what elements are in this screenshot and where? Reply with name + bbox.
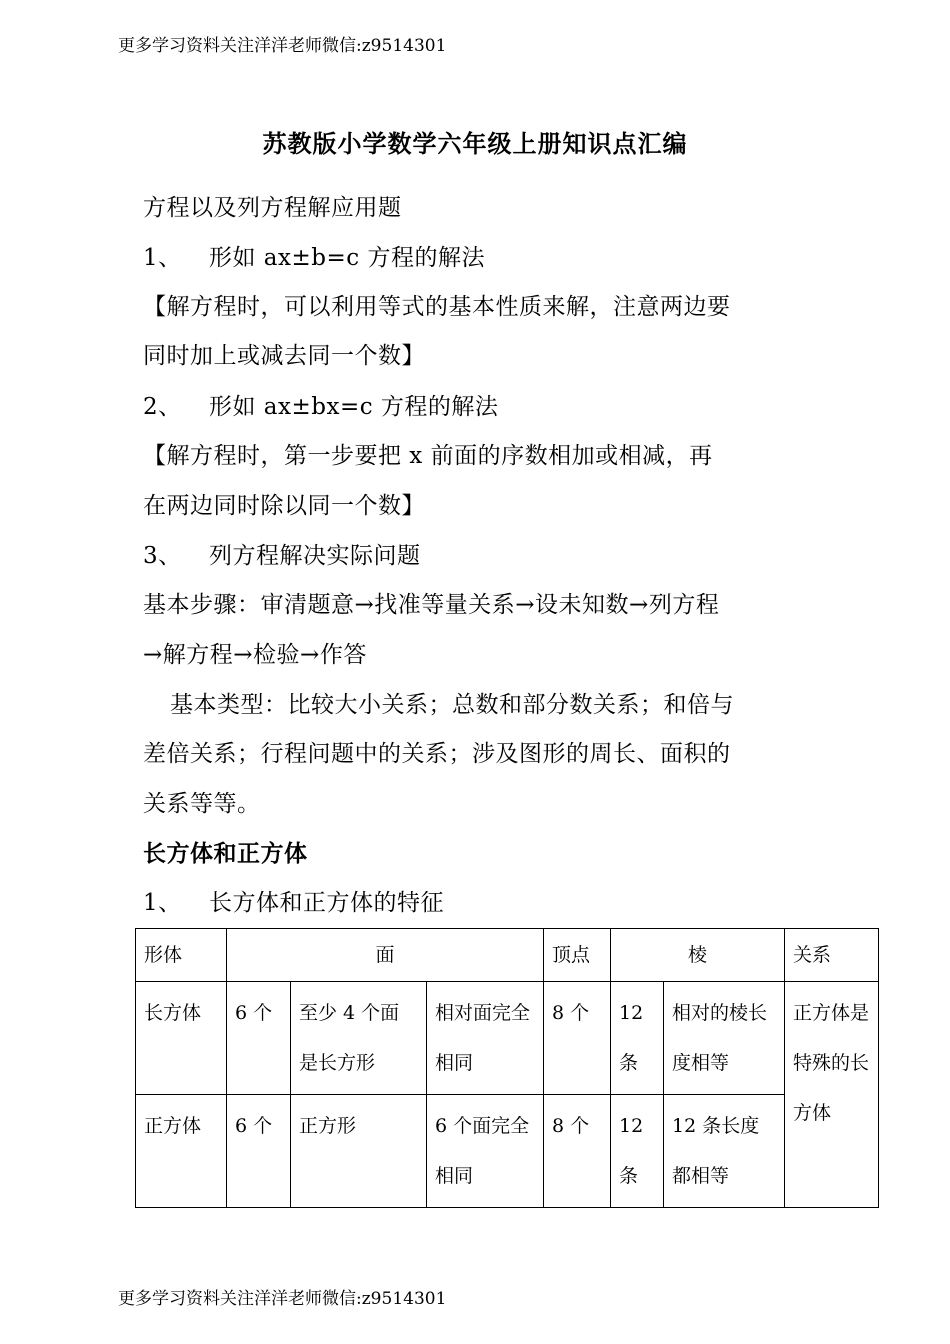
- item-number: 3、: [143, 543, 182, 569]
- cell-relation: 正方体是特殊的长方体: [785, 982, 879, 1208]
- cell-face-shape: 正方形: [291, 1095, 427, 1208]
- steps-line-2: →解方程→检验→作答: [143, 642, 367, 668]
- cell-vertex: 8 个: [544, 1095, 611, 1208]
- note-1-line-2: 同时加上或减去同一个数】: [143, 343, 425, 369]
- cell-shape: 长方体: [136, 982, 227, 1095]
- item-text: 形如 ax±b=c 方程的解法: [209, 245, 485, 271]
- header-relation: 关系: [785, 929, 879, 982]
- header-face: 面: [227, 929, 544, 982]
- page-footer: 更多学习资料关注洋洋老师微信:z9514301: [118, 1289, 447, 1309]
- features-table: [135, 928, 879, 1208]
- cell-face-relation: 6 个面完全相同: [427, 1095, 544, 1208]
- table-row: [136, 1095, 879, 1208]
- header-edge: 棱: [611, 929, 785, 982]
- section1-item-2: [143, 392, 498, 422]
- header-vertex: 顶点: [544, 929, 611, 982]
- table-header-row: [136, 929, 879, 982]
- table-row: [136, 982, 879, 1095]
- item-text: 形如 ax±bx=c 方程的解法: [209, 394, 499, 420]
- cell-face-count: 6 个: [227, 1095, 291, 1208]
- cell-edge-count: 12 条: [611, 982, 664, 1095]
- note-1-line-1: 【解方程时，可以利用等式的基本性质来解，注意两边要: [143, 294, 731, 320]
- item-text: 列方程解决实际问题: [209, 543, 421, 569]
- item-number: 2、: [143, 394, 182, 420]
- types-line-3: 关系等等。: [143, 791, 261, 817]
- types-line-2: 差倍关系；行程问题中的关系；涉及图形的周长、面积的: [143, 741, 731, 767]
- section1-item-3: [143, 541, 421, 571]
- cell-shape: 正方体: [136, 1095, 227, 1208]
- section1-heading: 方程以及列方程解应用题: [143, 195, 402, 221]
- section2-heading: 长方体和正方体: [143, 841, 308, 867]
- section2-item-1: [143, 888, 444, 918]
- note-2-line-1: 【解方程时，第一步要把 x 前面的序数相加或相减，再: [143, 443, 713, 469]
- cell-face-count: 6 个: [227, 982, 291, 1095]
- item-text: 长方体和正方体的特征: [209, 890, 444, 916]
- types-line-1: 基本类型：比较大小关系；总数和部分数关系；和倍与: [170, 692, 734, 718]
- header-shape: 形体: [136, 929, 227, 982]
- item-number: 1、: [143, 890, 182, 916]
- cell-edge-relation: 12 条长度都相等: [664, 1095, 785, 1208]
- note-2-line-2: 在两边同时除以同一个数】: [143, 493, 425, 519]
- cell-face-relation: 相对面完全相同: [427, 982, 544, 1095]
- section1-item-1: [143, 243, 485, 273]
- page-title: 苏教版小学数学六年级上册知识点汇编: [262, 130, 688, 158]
- item-number: 1、: [143, 245, 182, 271]
- cell-face-shape: 至少 4 个面是长方形: [291, 982, 427, 1095]
- steps-line-1: 基本步骤：审清题意→找准等量关系→设未知数→列方程: [143, 592, 720, 618]
- cell-edge-relation: 相对的棱长度相等: [664, 982, 785, 1095]
- cell-vertex: 8 个: [544, 982, 611, 1095]
- cell-edge-count: 12 条: [611, 1095, 664, 1208]
- page-header: 更多学习资料关注洋洋老师微信:z9514301: [118, 36, 447, 56]
